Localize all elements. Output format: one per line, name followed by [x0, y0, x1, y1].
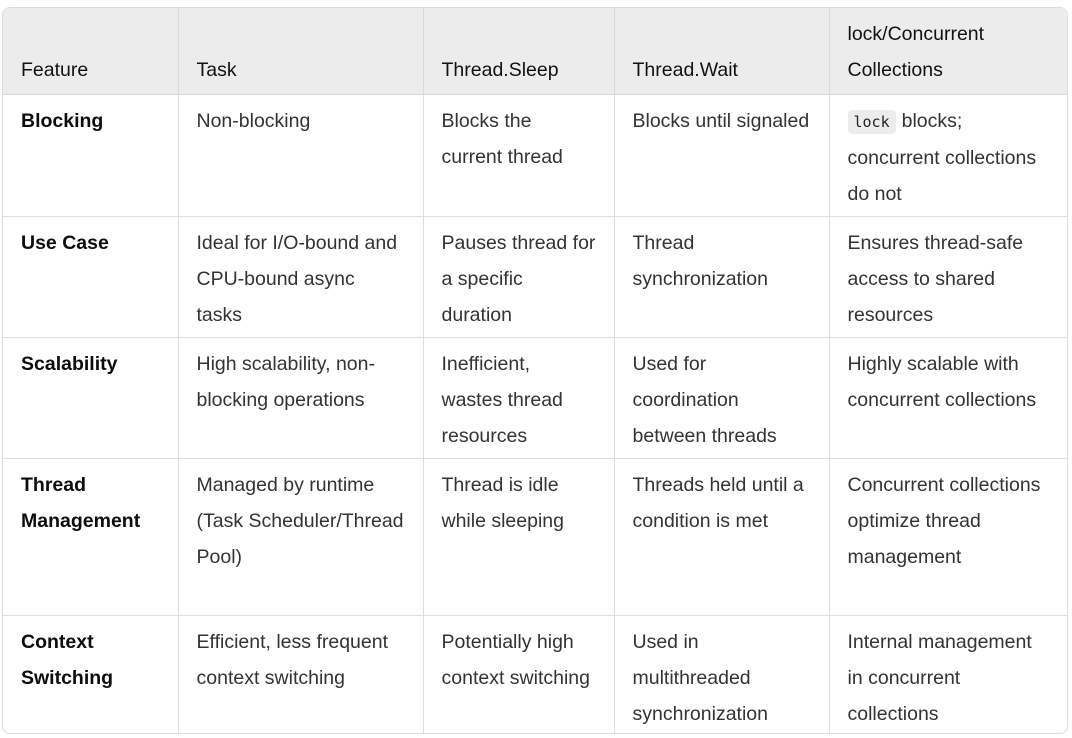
cell-lock-concurrent: Ensures thread-safe access to shared resources	[829, 217, 1067, 338]
cell-thread-sleep: Pauses thread for a specific duration	[423, 217, 614, 338]
header-thread-wait: Thread.Wait	[614, 8, 829, 95]
cell-thread-sleep: Thread is idle while sleeping	[423, 459, 614, 616]
cell-feature: Context Switching	[3, 616, 178, 735]
table-row	[3, 95, 1067, 217]
inline-code: lock	[848, 110, 896, 134]
cell-lock-concurrent	[829, 95, 1067, 217]
table-header-row	[3, 8, 1067, 95]
cell-task: High scalability, non-blocking operations	[178, 338, 423, 459]
header-thread-sleep: Thread.Sleep	[423, 8, 614, 95]
cell-thread-sleep: Potentially high context switching	[423, 616, 614, 735]
cell-thread-wait: Used in multithreaded synchronization	[614, 616, 829, 735]
table-row	[3, 338, 1067, 459]
comparison-table-container	[2, 7, 1068, 734]
cell-feature: Blocking	[3, 95, 178, 217]
cell-feature: Scalability	[3, 338, 178, 459]
table-row	[3, 459, 1067, 616]
table-row	[3, 217, 1067, 338]
cell-thread-wait: Used for coordination between threads	[614, 338, 829, 459]
cell-task: Ideal for I/O-bound and CPU-bound async tasks	[178, 217, 423, 338]
header-feature: Feature	[3, 8, 178, 95]
cell-feature: Thread Management	[3, 459, 178, 616]
cell-lock-concurrent: Concurrent collections optimize thread management	[829, 459, 1067, 616]
cell-task: Non-blocking	[178, 95, 423, 217]
header-lock-concurrent: lock/Concurrent Collections	[829, 8, 1067, 95]
cell-thread-sleep: Inefficient, wastes thread resources	[423, 338, 614, 459]
comparison-table	[3, 8, 1067, 734]
cell-lock-concurrent: Highly scalable with concurrent collections	[829, 338, 1067, 459]
cell-task: Efficient, less frequent context switching	[178, 616, 423, 735]
cell-feature: Use Case	[3, 217, 178, 338]
cell-task: Managed by runtime (Task Scheduler/Thread Pool)	[178, 459, 423, 616]
header-task: Task	[178, 8, 423, 95]
cell-thread-wait: Blocks until signaled	[614, 95, 829, 217]
cell-thread-wait: Thread synchronization	[614, 217, 829, 338]
cell-thread-sleep: Blocks the current thread	[423, 95, 614, 217]
cell-thread-wait: Threads held until a condition is met	[614, 459, 829, 616]
cell-lock-concurrent: Internal management in concurrent collections	[847, 631, 1032, 725]
cell-lock-text: blocks; concurrent collections do not	[847, 110, 1037, 205]
table-row	[3, 616, 1067, 735]
